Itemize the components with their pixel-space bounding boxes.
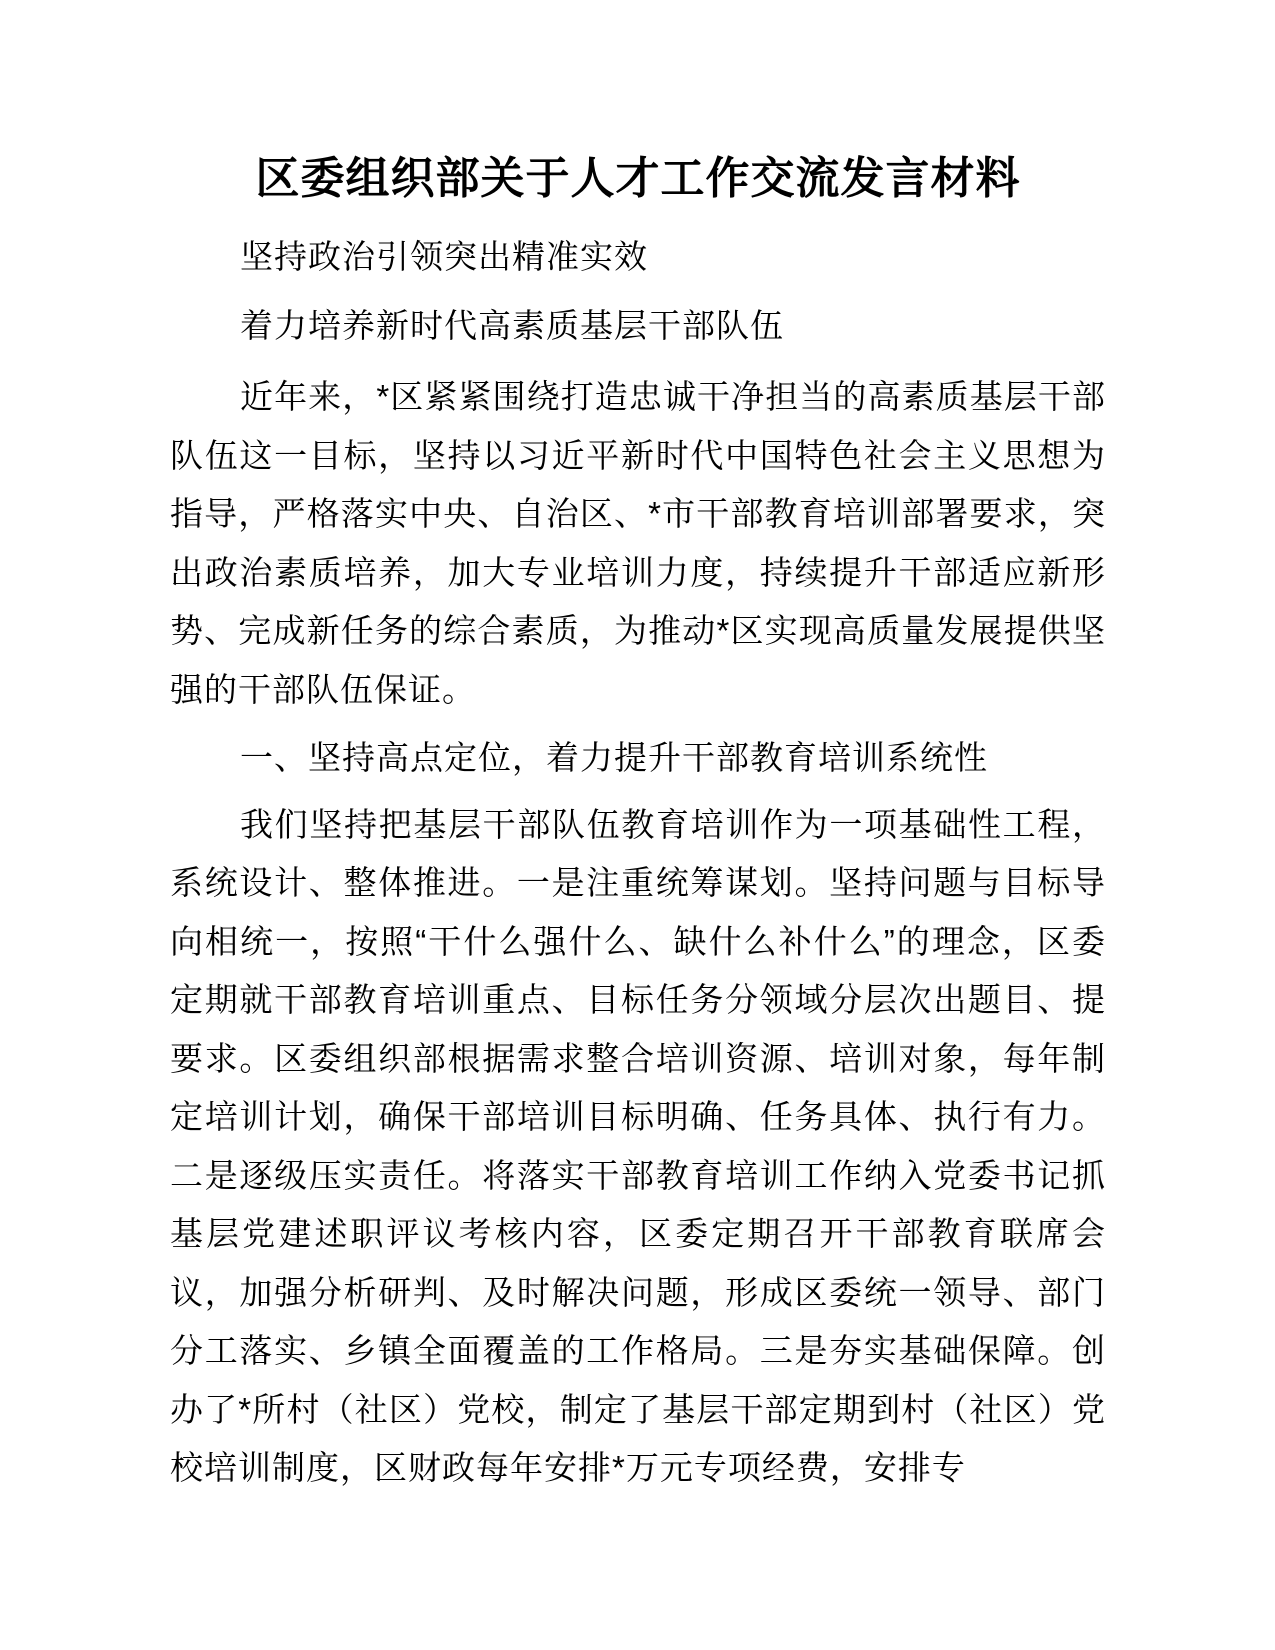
document-subtitle-line-2: 着力培养新时代高素质基层干部队伍 — [240, 307, 784, 344]
document-title: 区委组织部关于人才工作交流发言材料 — [255, 154, 1021, 203]
section-1-heading: 一、坚持高点定位，着力提升干部教育培训系统性 — [240, 739, 988, 776]
paragraph-intro: 近年来，*区紧紧围绕打造忠诚干净担当的高素质基层干部队伍这一目标，坚持以习近平新时代中国特色社会主义思想为指导，严格落实中央、自治区、*市干部教育培训部署要求，突出政治素质培养，加大专业培训力度，持续提升干部适应新形势、完成新任务的综合素质，为推动*区实现高质量发展提供坚强的干部队伍保证。 — [170, 378, 1106, 708]
document-subtitle-line-1: 坚持政治引领突出精准实效 — [240, 238, 648, 275]
section-1-body: 我们坚持把基层干部队伍教育培训作为一项基础性工程，系统设计、整体推进。一是注重统筹谋划。坚持问题与目标导向相统一，按照“干什么强什么、缺什么补什么”的理念，区委定期就干部教育培训重点、目标任务分领域分层次出题目、提要求。区委组织部根据需求整合培训资源、培训对象，每年制定培训计划，确保干部培训目标明确、任务具体、执行有力。二是逐级压实责任。将落实干部教育培训工作纳入党委书记抓基层党建述职评议考核内容，区委定期召开干部教育联席会议，加强分析研判、及时解决问题，形成区委统一领导、部门分工落实、乡镇全面覆盖的工作格局。三是夯实基础保障。创办了*所村（社区）党校，制定了基层干部定期到村（社区）党校培训制度，区财政每年安排*万元专项经费，安排专 — [170, 805, 1106, 1486]
